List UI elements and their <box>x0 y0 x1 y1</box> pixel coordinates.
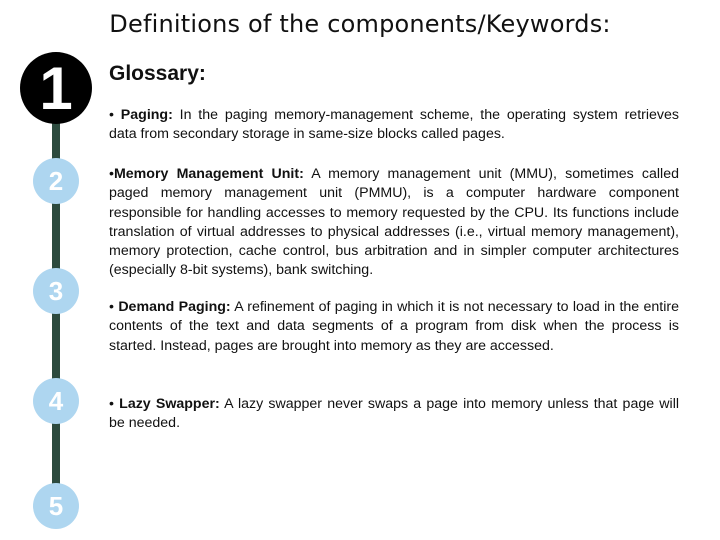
entry-term: Memory Management Unit: <box>113 166 304 182</box>
bullet: • <box>109 107 114 123</box>
bullet: • <box>109 396 114 412</box>
step-3[interactable] <box>33 268 79 314</box>
step-number: 1 <box>39 54 73 122</box>
step-4[interactable] <box>33 378 79 424</box>
bullet: • <box>109 166 114 182</box>
entry-term: Demand Paging: <box>118 299 231 315</box>
step-2[interactable] <box>33 158 79 204</box>
step-number: 5 <box>48 490 64 521</box>
step-5[interactable] <box>33 483 79 529</box>
page-title: Definitions of the components/Keywords: <box>109 10 611 38</box>
glossary-heading: Glossary: <box>109 62 206 85</box>
glossary-entry-demand-paging <box>109 298 679 356</box>
glossary-entry-lazy-swapper <box>109 395 679 434</box>
entry-term: Paging: <box>120 107 173 123</box>
entry-term: Lazy Swapper: <box>119 396 220 412</box>
step-number: 2 <box>48 165 64 196</box>
step-number: 3 <box>48 275 64 306</box>
bullet: • <box>109 299 114 315</box>
glossary-entry-paging <box>109 106 679 145</box>
entry-definition: A memory management unit (MMU), sometimes called paged memory management unit (PMMU), is a computer hardware component responsible for handling accesses to memory requested by the CPU. Its functions include translation of virtual addresses to physical addresses (i.e., virtual memory management), memory protection, cache control, bus arbitration and in simpler computer architectures (especially 8-bit systems), bank switching. <box>109 166 679 279</box>
step-1-active[interactable] <box>20 52 92 124</box>
glossary-entry-mmu <box>109 165 679 281</box>
entry-definition: In the paging memory-management scheme, the operating system retrieves data from secondary storage in same-size blocks called pages. <box>109 107 679 143</box>
entry-definition: A lazy swapper never swaps a page into memory unless that page will be needed. <box>109 396 679 432</box>
step-number: 4 <box>48 385 64 416</box>
entry-definition: A refinement of paging in which it is not necessary to load in the entire contents of the text and data segments of a program from disk when the process is started. Instead, pages are brought into memory as they are accessed. <box>109 299 679 354</box>
